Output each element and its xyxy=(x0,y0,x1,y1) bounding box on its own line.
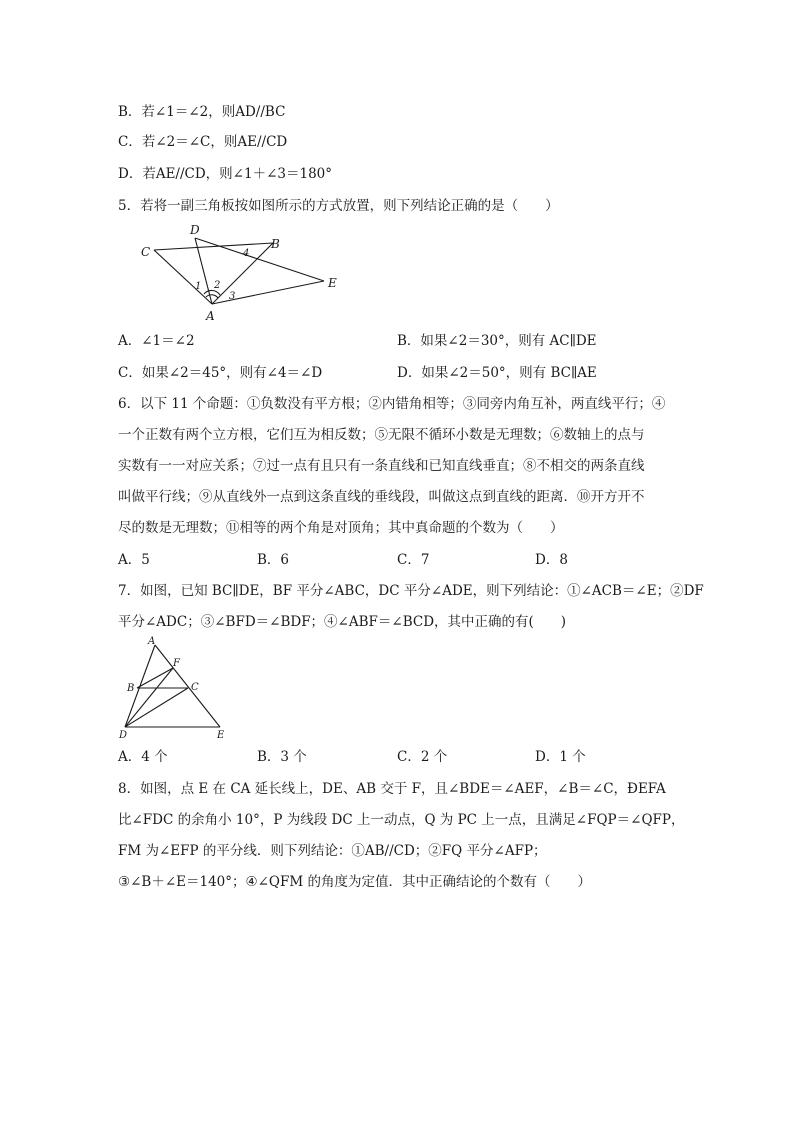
q7-stem-line-1: 7．如图，已知 BC∥DE，BF 平分∠ABC，DC 平分∠ADE，则下列结论：①∠ACB＝∠E；②DF xyxy=(118,583,704,599)
q4-option-b: B．若∠1＝∠2，则AD//BC xyxy=(118,104,286,120)
q5-option-a: A．∠1＝∠2 xyxy=(118,333,195,349)
fig5-label-4: 4 xyxy=(243,248,250,259)
fig5-label-2: 2 xyxy=(214,280,221,291)
fig5-label-e: E xyxy=(328,276,337,290)
q6-stem-line-3: 实数有一一对应关系；⑦过一点有且只有一条直线和已知直线垂直；⑧不相交的两条直线 xyxy=(118,458,645,474)
fig5-label-a: A xyxy=(206,309,215,323)
q5-option-b: B．如果∠2＝30°，则有 AC∥DE xyxy=(397,333,597,349)
q8-stem-line-4: ③∠B＋∠E＝140°；④∠QFM 的角度为定值．其中正确结论的个数有（ ） xyxy=(118,874,591,890)
q7-option-a: A．4 个 xyxy=(118,749,168,765)
fig7-label-b: B xyxy=(127,683,135,694)
q6-stem-line-4: 叫做平行线；⑨从直线外一点到这条直线的垂线段，叫做这点到直线的距离．⑩开方开不 xyxy=(118,489,645,505)
fig7-label-a: A xyxy=(148,636,156,647)
q6-option-b: B．6 xyxy=(257,552,290,568)
q4-option-c: C．若∠2＝∠C，则AE//CD xyxy=(118,134,288,150)
q5-option-d: D．如果∠2＝50°，则有 BC∥AE xyxy=(397,365,597,381)
q7-option-b: B．3 个 xyxy=(257,749,307,765)
q7-option-d: D．1 个 xyxy=(535,749,586,765)
q6-option-c: C．7 xyxy=(397,552,430,568)
q7-stem-line-2: 平分∠ADC；③∠BFD＝∠BDF；④∠ABF＝∠BCD，其中正确的有( ) xyxy=(118,614,567,630)
fig5-label-1: 1 xyxy=(195,281,202,292)
fig5-label-c: C xyxy=(141,245,151,259)
q5-figure xyxy=(138,220,348,326)
q8-stem-line-2: 比∠FDC 的余角小 10°，P 为线段 DC 上一动点，Q 为 PC 上一点，且满足∠FQP＝∠QFP， xyxy=(118,812,685,828)
q6-stem-line-1: 6．以下 11 个命题：①负数没有平方根；②内错角相等；③同旁内角互补，两直线平行；④ xyxy=(118,396,666,412)
fig7-label-e: E xyxy=(217,730,225,741)
q5-stem: 5．若将一副三角板按如图所示的方式放置，则下列结论正确的是（ ） xyxy=(118,198,559,214)
q7-option-c: C．2 个 xyxy=(397,749,448,765)
q8-stem-line-3: FM 为∠EFP 的平分线．则下列结论：①AB//CD；②FQ 平分∠AFP； xyxy=(118,843,547,859)
q6-option-a: A．5 xyxy=(118,552,150,568)
fig7-label-d: D xyxy=(119,730,128,741)
q4-option-d: D．若AE//CD，则∠1＋∠3＝180° xyxy=(118,166,332,182)
q6-stem-line-2: 一个正数有两个立方根，它们互为相反数；⑤无限不循环小数是无理数；⑥数轴上的点与 xyxy=(118,427,645,443)
fig5-label-d: D xyxy=(190,223,200,237)
fig5-label-3: 3 xyxy=(229,291,236,302)
q5-option-c: C．如果∠2＝45°，则有∠4＝∠D xyxy=(118,365,323,381)
fig7-label-c: C xyxy=(191,682,199,693)
q6-stem-line-5: 尽的数是无理数；⑪相等的两个角是对顶角；其中真命题的个数为（ ） xyxy=(118,520,564,536)
fig5-label-b: B xyxy=(271,237,280,251)
q6-option-d: D．8 xyxy=(535,552,568,568)
q7-figure xyxy=(115,635,235,743)
q8-stem-line-1: 8．如图，点 E 在 CA 延长线上，DE、AB 交于 F，且∠BDE＝∠AEF，∠B＝∠C，ÐEFA xyxy=(118,781,666,797)
fig7-label-f: F xyxy=(173,658,180,669)
